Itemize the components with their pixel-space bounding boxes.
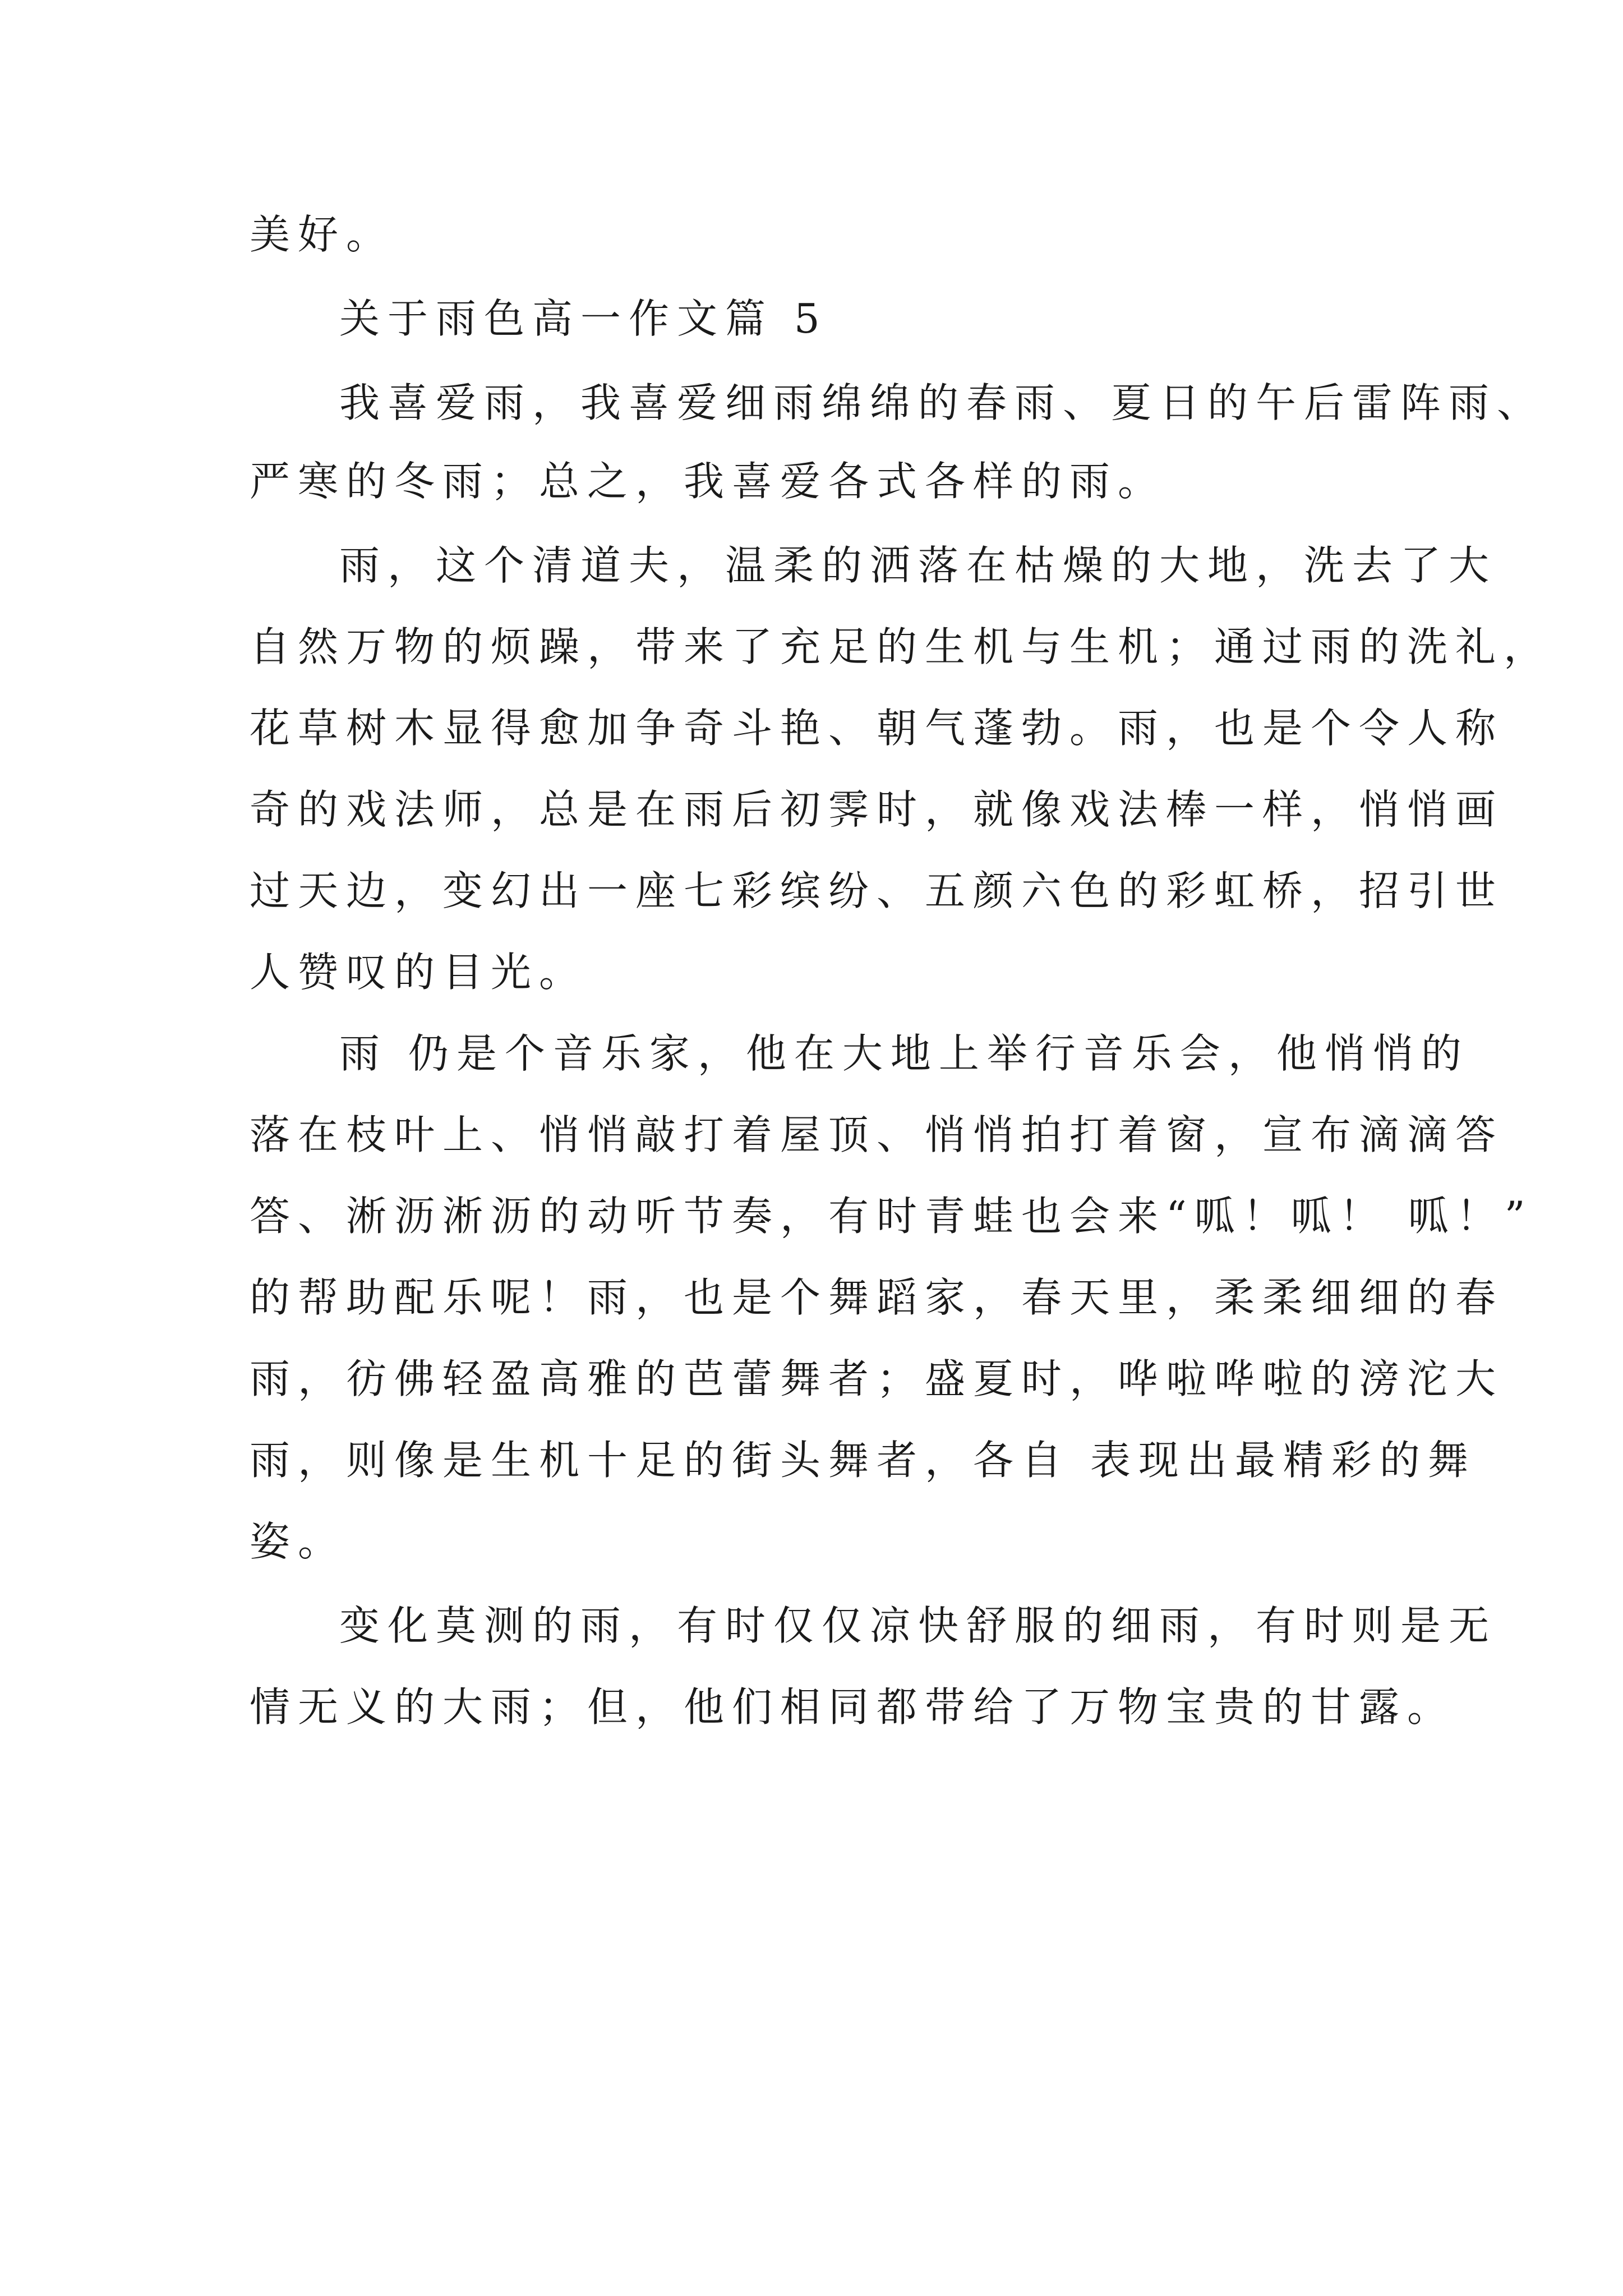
paragraph-line: 雨，则像是生机十足的街头舞者，各自 表现出最精彩的舞 xyxy=(250,1437,1476,1484)
paragraph-line: 人赞叹的目光。 xyxy=(250,949,588,996)
paragraph-line: 严寒的冬雨；总之，我喜爱各式各样的雨。 xyxy=(250,458,1166,505)
paragraph-line: 花草树木显得愈加争奇斗艳、朝气蓬勃。雨，也是个令人称 xyxy=(250,705,1504,752)
paragraph-line: 雨，这个清道夫，温柔的洒落在枯燥的大地，洗去了大 xyxy=(339,542,1497,589)
paragraph-line: 雨，彷佛轻盈高雅的芭蕾舞者；盛夏时，哗啦哗啦的滂沱大 xyxy=(250,1355,1504,1402)
paragraph-line: 变化莫测的雨，有时仅仅凉快舒服的细雨，有时则是无 xyxy=(339,1602,1497,1649)
paragraph-line: 的帮助配乐呢！雨，也是个舞蹈家，春天里，柔柔细细的春 xyxy=(250,1274,1504,1321)
paragraph-line: 过天边，变幻出一座七彩缤纷、五颜六色的彩虹桥，招引世 xyxy=(250,867,1504,914)
paragraph-line: 落在枝叶上、悄悄敲打着屋顶、悄悄拍打着窗，宣布滴滴答 xyxy=(250,1111,1504,1158)
paragraph-line: 姿。 xyxy=(250,1518,347,1565)
paragraph-line: 奇的戏法师，总是在雨后初霁时，就像戏法棒一样，悄悄画 xyxy=(250,786,1504,833)
paragraph-line: 美好。 xyxy=(250,211,395,258)
section-heading: 关于雨色高一作文篇 5 xyxy=(339,295,828,342)
paragraph-line: 自然万物的烦躁，带来了充足的生机与生机；通过雨的洗礼， xyxy=(250,623,1552,670)
paragraph-line: 我喜爱雨，我喜爱细雨绵绵的春雨、夏日的午后雷阵雨、 xyxy=(339,379,1546,426)
paragraph-line: 情无义的大雨；但，他们相同都带给了万物宝贵的甘露。 xyxy=(250,1683,1456,1731)
paragraph-line: 雨 仍是个音乐家，他在大地上举行音乐会，他悄悄的 xyxy=(339,1030,1469,1077)
paragraph-line: 答、淅沥淅沥的动听节奏，有时青蛙也会来“呱！呱！ 呱！” xyxy=(250,1193,1533,1240)
